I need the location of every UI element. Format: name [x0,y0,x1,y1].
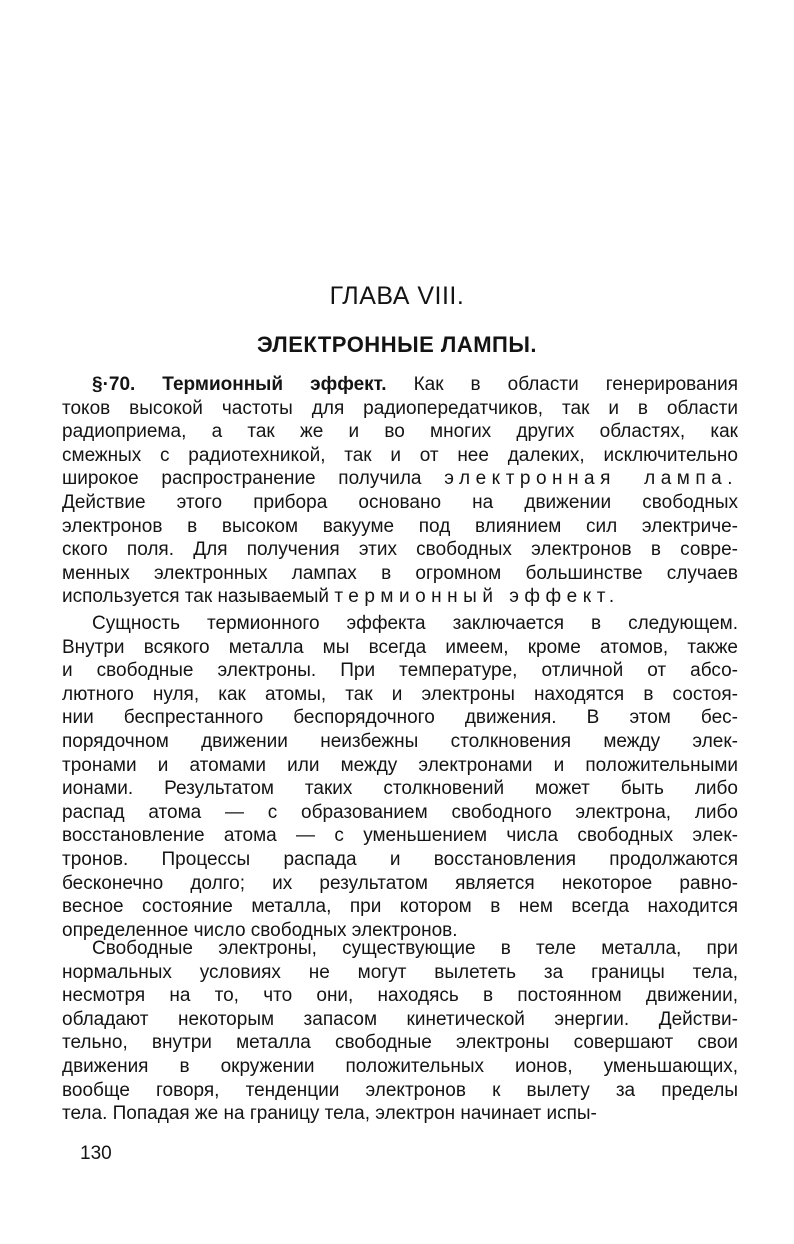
text-segment: несмотря на то, что они, находясь в постоянном движении, [62,985,738,1007]
text-line [62,730,738,754]
text-segment: и свободные электроны. При температуре, отличной от абсо- [62,660,738,682]
text-line [62,1055,738,1079]
text-segment: порядочном движении неизбежны столкновения между элек- [62,730,738,752]
text-line [62,636,738,660]
text-line [62,754,738,778]
text-line [62,683,738,707]
paragraph-section-70 [62,373,738,609]
text-line [62,612,738,636]
text-line [62,824,738,848]
text-line [62,1102,738,1126]
text-segment: используется так называемый [62,586,335,608]
text-line [62,961,738,985]
text-segment: обладают некоторым запасом кинетической энергии. Действи- [62,1008,738,1030]
text-segment: смежных с радиотехникой, так и от нее далеких, исключительно [62,444,738,466]
text-segment: токов высокой частоты для радиопередатчиков, так и в области [62,397,738,419]
text-line [62,659,738,683]
text-segment: Внутри всякого металла мы всегда имеем, кроме атомов, также [62,636,738,658]
text-line [62,872,738,896]
text-line [62,1031,738,1055]
emphasized-term: термионный эффект. [334,586,620,608]
emphasized-term: электронная лампа. [444,468,738,490]
page-number: 130 [80,1143,112,1164]
paragraph-free-electrons [62,937,738,1126]
text-line [62,585,738,609]
text-line [62,538,738,562]
text-line [62,777,738,801]
text-segment: лютного нуля, как атомы, так и электроны находятся в состоя- [62,683,738,705]
text-line [62,1079,738,1103]
text-segment: Действие этого прибора основано на движении свободных [62,491,738,513]
text-line [62,937,738,961]
paragraph-thermionic-essence [62,612,738,942]
text-segment: тельно, внутри металла свободные электроны совершают свои [62,1032,738,1054]
text-segment: ионами. Результатом таких столкновений может быть либо [62,778,738,800]
section-heading: §·70. Термионный эффект. [92,374,387,395]
text-segment: восстановление атома — с уменьшением числа свободных элек- [62,825,738,847]
text-segment: менных электронных лампах в огромном большинстве случаев [62,562,738,584]
chapter-title: ЭЛЕКТРОННЫЕ ЛАМПЫ. [256,332,538,357]
text-segment: тронами и атомами или между электронами и положительными [62,754,738,776]
text-line [62,801,738,825]
text-line [62,444,738,468]
chapter-heading: ГЛАВА VIII. [329,282,465,310]
text-line [62,373,738,397]
text-segment: Свободные электроны, существующие в теле металла, при [92,938,738,959]
text-segment: вообще говоря, тенденции электронов к вылету за пределы [62,1079,738,1101]
text-segment: тронов. Процессы распада и восстановления продолжаются [62,848,738,870]
text-segment: Сущность термионного эффекта заключается в следующем. [92,613,738,634]
text-line [62,467,738,491]
text-line [62,1008,738,1032]
text-segment: тела. Попадая же на границу тела, электрон начинает испы- [62,1103,597,1125]
text-line [62,984,738,1008]
text-segment: нормальных условиях не могут вылететь за границы тела, [62,961,738,983]
text-line [62,848,738,872]
text-line [62,895,738,919]
text-segment: бесконечно долго; их результатом является некоторое равно- [62,872,738,894]
text-segment: движения в окружении положительных ионов, уменьшающих, [62,1055,738,1077]
text-segment: ского поля. Для получения этих свободных электронов в совре- [62,539,738,561]
text-line [62,706,738,730]
text-line [62,397,738,421]
text-line [62,491,738,515]
text-line [62,562,738,586]
text-segment: весное состояние металла, при котором в нем всегда находится [62,896,738,918]
text-line [62,515,738,539]
text-segment: распад атома — с образованием свободного электрона, либо [62,801,738,823]
text-segment: электронов в высоком вакууме под влиянием сил электриче- [62,515,738,537]
text-segment: нии беспрестанного беспорядочного движения. В этом бес- [62,707,738,729]
text-segment: радиоприема, а так же и во многих других областях, как [62,421,738,443]
text-line [62,420,738,444]
text-segment: определенное число свободных электронов. [62,919,458,941]
text-segment: Как в области генерирования [386,374,738,395]
text-segment: широкое распространение получила [62,468,445,490]
